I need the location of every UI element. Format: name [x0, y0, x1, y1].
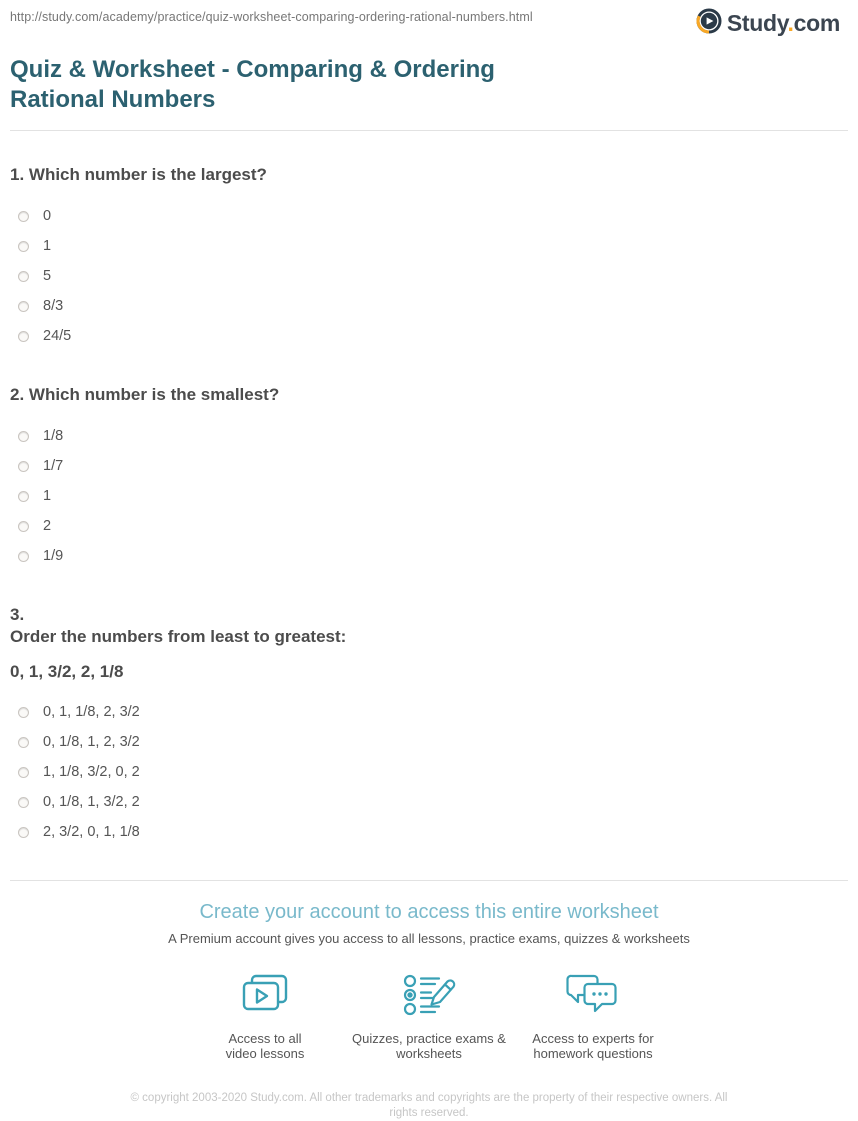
- radio-button[interactable]: [18, 767, 29, 778]
- question-3-number-list: 0, 1, 3/2, 2, 1/8: [10, 662, 124, 681]
- feature-label: Access to all video lessons: [225, 1031, 305, 1061]
- feature-quizzes-worksheets: [347, 972, 511, 1061]
- question-3-option-e[interactable]: [10, 817, 848, 847]
- option-label: 1: [43, 488, 52, 504]
- option-label: 24/5: [43, 328, 72, 344]
- option-label: 1/8: [43, 428, 64, 444]
- experts-chat-icon: [564, 972, 622, 1018]
- feature-label: Access to experts for homework questions: [532, 1031, 654, 1061]
- page-title: Quiz & Worksheet - Comparing & Ordering Rational Numbers: [10, 56, 495, 113]
- studycom-logo[interactable]: [696, 8, 848, 39]
- question-2: [10, 384, 848, 571]
- radio-button[interactable]: [18, 301, 29, 312]
- question-2-option-c[interactable]: [10, 481, 848, 511]
- divider: [10, 130, 848, 131]
- radio-button[interactable]: [18, 737, 29, 748]
- radio-button[interactable]: [18, 241, 29, 252]
- radio-button[interactable]: [18, 491, 29, 502]
- question-1-option-b[interactable]: [10, 231, 848, 261]
- option-label: 0, 1, 1/8, 2, 3/2: [43, 704, 140, 720]
- radio-button[interactable]: [18, 707, 29, 718]
- option-label: 1/7: [43, 458, 64, 474]
- question-1-heading: 1. Which number is the largest?: [10, 165, 267, 184]
- question-2-option-a[interactable]: [10, 421, 848, 451]
- radio-button[interactable]: [18, 431, 29, 442]
- question-2-options: [10, 421, 848, 571]
- radio-button[interactable]: [18, 461, 29, 472]
- page-url: http://study.com/academy/practice/quiz-worksheet-comparing-ordering-rational-numbers.html: [10, 10, 533, 24]
- cta-section: [10, 901, 848, 1121]
- question-1-option-e[interactable]: [10, 321, 848, 351]
- studycom-logo-text: Study.com: [726, 10, 840, 36]
- question-3-number: 3.: [10, 605, 25, 624]
- option-label: 1/9: [43, 548, 64, 564]
- question-3: [10, 604, 848, 847]
- question-3-option-c[interactable]: [10, 757, 848, 787]
- option-label: 0, 1/8, 1, 3/2, 2: [43, 794, 140, 810]
- option-label: 1: [43, 238, 52, 254]
- question-3-heading: [10, 604, 848, 648]
- feature-list: [10, 972, 848, 1061]
- question-3-options: [10, 697, 848, 847]
- radio-button[interactable]: [18, 797, 29, 808]
- feature-video-lessons: [183, 972, 347, 1061]
- radio-button[interactable]: [18, 331, 29, 342]
- question-1-options: [10, 201, 848, 351]
- copyright-notice: © copyright 2003-2020 Study.com. All other trademarks and copyrights are the property of their respective owners. All rights reserved.: [130, 1092, 728, 1119]
- question-1-option-c[interactable]: [10, 261, 848, 291]
- feature-label: Quizzes, practice exams & worksheets: [352, 1031, 506, 1061]
- question-3-option-a[interactable]: [10, 697, 848, 727]
- question-2-option-b[interactable]: [10, 451, 848, 481]
- question-1: [10, 164, 848, 351]
- question-1-option-d[interactable]: [10, 291, 848, 321]
- question-2-heading: 2. Which number is the smallest?: [10, 385, 280, 404]
- radio-button[interactable]: [18, 551, 29, 562]
- option-label: 1, 1/8, 3/2, 0, 2: [43, 764, 140, 780]
- radio-button[interactable]: [18, 271, 29, 282]
- question-3-option-d[interactable]: [10, 787, 848, 817]
- page-header: [10, 0, 848, 42]
- option-label: 8/3: [43, 298, 64, 314]
- question-3-option-b[interactable]: [10, 727, 848, 757]
- question-2-option-e[interactable]: [10, 541, 848, 571]
- feature-expert-help: [511, 972, 675, 1061]
- radio-button[interactable]: [18, 211, 29, 222]
- option-label: 5: [43, 268, 52, 284]
- question-2-option-d[interactable]: [10, 511, 848, 541]
- quizzes-worksheets-icon: [401, 972, 457, 1018]
- option-label: 0, 1/8, 1, 2, 3/2: [43, 734, 140, 750]
- studycom-play-icon: [696, 8, 722, 39]
- radio-button[interactable]: [18, 827, 29, 838]
- cta-subheading: A Premium account gives you access to all lessons, practice exams, quizzes & worksheets: [168, 931, 690, 946]
- radio-button[interactable]: [18, 521, 29, 532]
- question-3-prompt: Order the numbers from least to greatest:: [10, 627, 347, 646]
- option-label: 2: [43, 518, 52, 534]
- option-label: 0: [43, 208, 52, 224]
- option-label: 2, 3/2, 0, 1, 1/8: [43, 824, 140, 840]
- cta-heading: Create your account to access this entire worksheet: [199, 901, 659, 923]
- divider: [10, 880, 848, 881]
- video-lessons-icon: [238, 972, 292, 1018]
- question-1-option-a[interactable]: [10, 201, 848, 231]
